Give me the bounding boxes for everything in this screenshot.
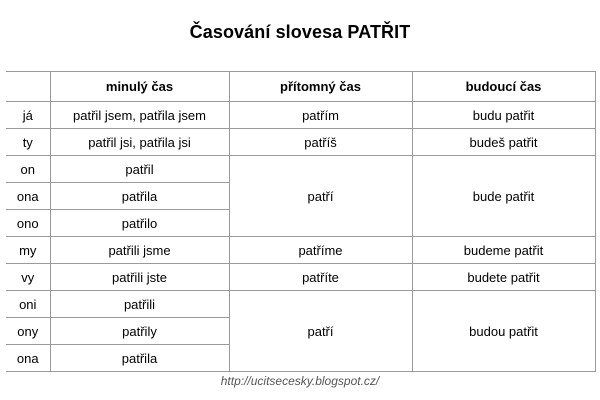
past-cell: patřili jsme: [50, 237, 229, 264]
header-pronoun: [6, 72, 50, 102]
header-past-tense: minulý čas: [50, 72, 229, 102]
future-cell: budeme patřit: [412, 237, 595, 264]
table-row: [6, 129, 595, 156]
conjugation-table: [6, 71, 596, 372]
present-cell: patřím: [229, 102, 412, 129]
table-row: [6, 102, 595, 129]
present-cell: patříte: [229, 264, 412, 291]
table-row: [6, 264, 595, 291]
pronoun-cell: ona: [6, 345, 50, 372]
table-row: [6, 156, 595, 183]
table-row: [6, 291, 595, 318]
past-cell: patřila: [50, 345, 229, 372]
present-cell: patříme: [229, 237, 412, 264]
past-cell: patřily: [50, 318, 229, 345]
pronoun-cell: on: [6, 156, 50, 183]
past-cell: patřilo: [50, 210, 229, 237]
past-cell: patřili: [50, 291, 229, 318]
source-url: http://ucitsecesky.blogspot.cz/: [220, 374, 380, 388]
past-cell: patřil jsem, patřila jsem: [50, 102, 229, 129]
past-cell: patřil jsi, patřila jsi: [50, 129, 229, 156]
pronoun-cell: ona: [6, 183, 50, 210]
future-cell-merged: budou patřit: [412, 291, 595, 372]
future-cell-merged: bude patřit: [412, 156, 595, 237]
pronoun-cell: ty: [6, 129, 50, 156]
page-title: Časování slovesa PATŘIT: [189, 22, 411, 42]
present-cell: patříš: [229, 129, 412, 156]
table-header-row: [6, 72, 595, 102]
pronoun-cell: ony: [6, 318, 50, 345]
future-cell: budeš patřit: [412, 129, 595, 156]
past-cell: patřil: [50, 156, 229, 183]
future-cell: budu patřit: [412, 102, 595, 129]
header-future-tense: budoucí čas: [412, 72, 595, 102]
future-cell: budete patřit: [412, 264, 595, 291]
past-cell: patřili jste: [50, 264, 229, 291]
header-present-tense: přítomný čas: [229, 72, 412, 102]
pronoun-cell: vy: [6, 264, 50, 291]
table-row: [6, 237, 595, 264]
present-cell-merged: patří: [229, 291, 412, 372]
pronoun-cell: ono: [6, 210, 50, 237]
pronoun-cell: já: [6, 102, 50, 129]
present-cell-merged: patří: [229, 156, 412, 237]
pronoun-cell: oni: [6, 291, 50, 318]
past-cell: patřila: [50, 183, 229, 210]
pronoun-cell: my: [6, 237, 50, 264]
